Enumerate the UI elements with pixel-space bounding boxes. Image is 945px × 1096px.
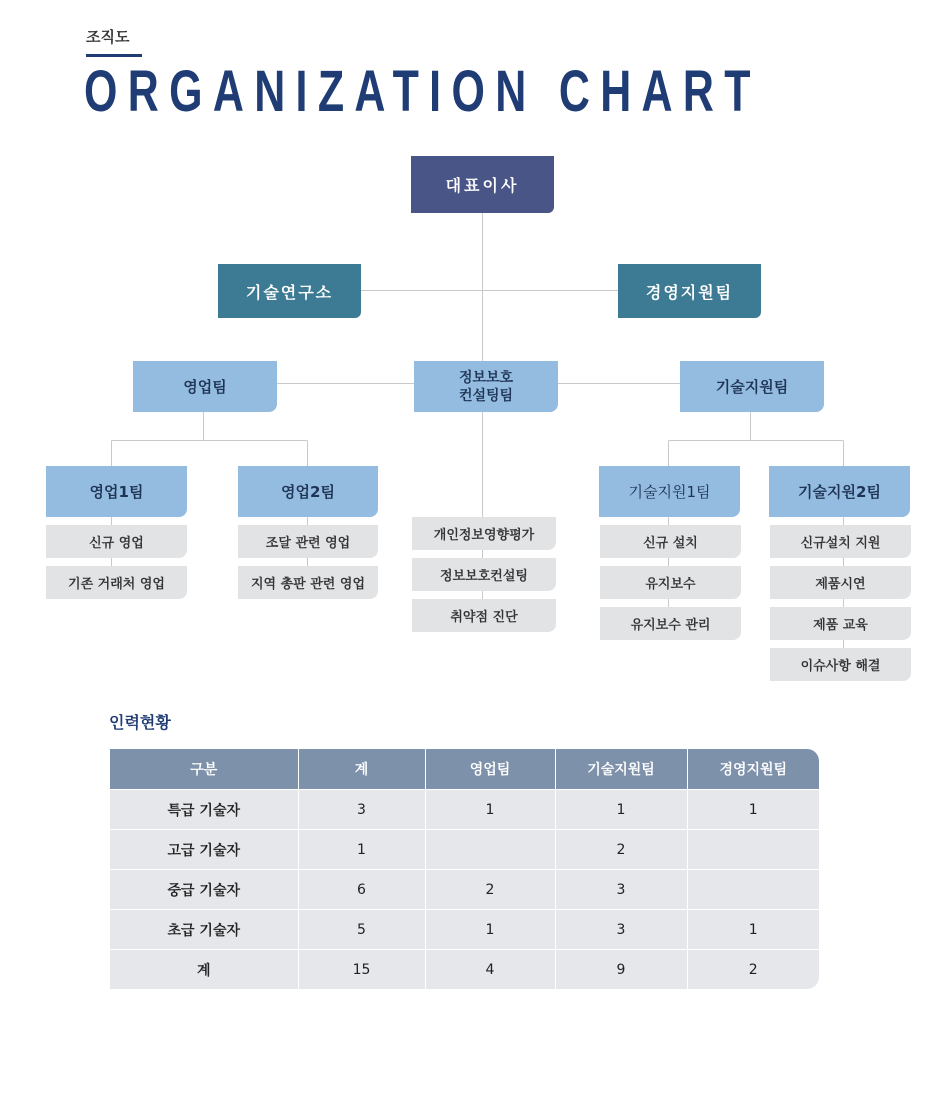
task-item: 제품시연 [770, 566, 911, 599]
table-cell: 3 [555, 870, 687, 910]
table-header-row [110, 749, 819, 790]
sales2-team-box: 영업2팀 [238, 466, 378, 517]
table-cell: 15 [298, 950, 425, 990]
tech-support-team-box: 기술지원팀 [680, 361, 824, 412]
table-cell: 6 [298, 870, 425, 910]
sales1-team-box: 영업1팀 [46, 466, 187, 517]
tech1-team-box: 기술지원1팀 [599, 466, 740, 517]
task-item: 정보보호컨설팅 [412, 558, 556, 591]
lab-box: 기술연구소 [218, 264, 361, 318]
security-team-line1: 정보보호 [458, 369, 514, 386]
table-row [110, 910, 819, 950]
table-cell [687, 830, 819, 870]
header-mgmt: 경영지원팀 [687, 749, 819, 790]
task-item: 이슈사항 해결 [770, 648, 911, 681]
header-sales: 영업팀 [425, 749, 555, 790]
staff-table [110, 749, 819, 989]
row-label: 초급 기술자 [110, 910, 298, 950]
task-item: 개인정보영향평가 [412, 517, 556, 550]
task-item: 유지보수 [600, 566, 741, 599]
table-cell: 1 [425, 790, 555, 830]
row-label: 특급 기술자 [110, 790, 298, 830]
table-cell: 1 [687, 910, 819, 950]
table-cell [425, 830, 555, 870]
task-item: 유지보수 관리 [600, 607, 741, 640]
task-item: 신규 영업 [46, 525, 187, 558]
task-item: 신규설치 지원 [770, 525, 911, 558]
mgmt-team-box: 경영지원팀 [618, 264, 761, 318]
header-tech-support: 기술지원팀 [555, 749, 687, 790]
security-consulting-team-box [414, 361, 558, 412]
table-row [110, 830, 819, 870]
table-cell: 3 [555, 910, 687, 950]
staff-section-title: 인력현황 [109, 713, 171, 732]
table-row [110, 790, 819, 830]
header-category: 구분 [110, 749, 298, 790]
sales-team-box: 영업팀 [133, 361, 277, 412]
page-kicker: 조직도 [86, 28, 130, 46]
table-cell: 9 [555, 950, 687, 990]
header-total: 계 [298, 749, 425, 790]
table-row [110, 950, 819, 990]
row-label: 계 [110, 950, 298, 990]
table-cell: 2 [425, 870, 555, 910]
task-item: 기존 거래처 영업 [46, 566, 187, 599]
table-cell: 2 [687, 950, 819, 990]
table-cell [687, 870, 819, 910]
page-title: ORGANIZATION CHART [84, 59, 761, 124]
row-label: 고급 기술자 [110, 830, 298, 870]
table-cell: 2 [555, 830, 687, 870]
task-item: 조달 관련 영업 [238, 525, 378, 558]
task-item: 지역 총판 관련 영업 [238, 566, 378, 599]
table-cell: 1 [555, 790, 687, 830]
task-item: 신규 설치 [600, 525, 741, 558]
ceo-box: 대표이사 [411, 156, 554, 213]
table-cell: 4 [425, 950, 555, 990]
table-row [110, 870, 819, 910]
tech2-team-box: 기술지원2팀 [769, 466, 910, 517]
security-team-line2: 컨설팅팀 [458, 387, 514, 404]
table-cell: 1 [298, 830, 425, 870]
task-item: 제품 교육 [770, 607, 911, 640]
table-cell: 3 [298, 790, 425, 830]
table-cell: 1 [687, 790, 819, 830]
task-item: 취약점 진단 [412, 599, 556, 632]
table-cell: 5 [298, 910, 425, 950]
table-cell: 1 [425, 910, 555, 950]
row-label: 중급 기술자 [110, 870, 298, 910]
